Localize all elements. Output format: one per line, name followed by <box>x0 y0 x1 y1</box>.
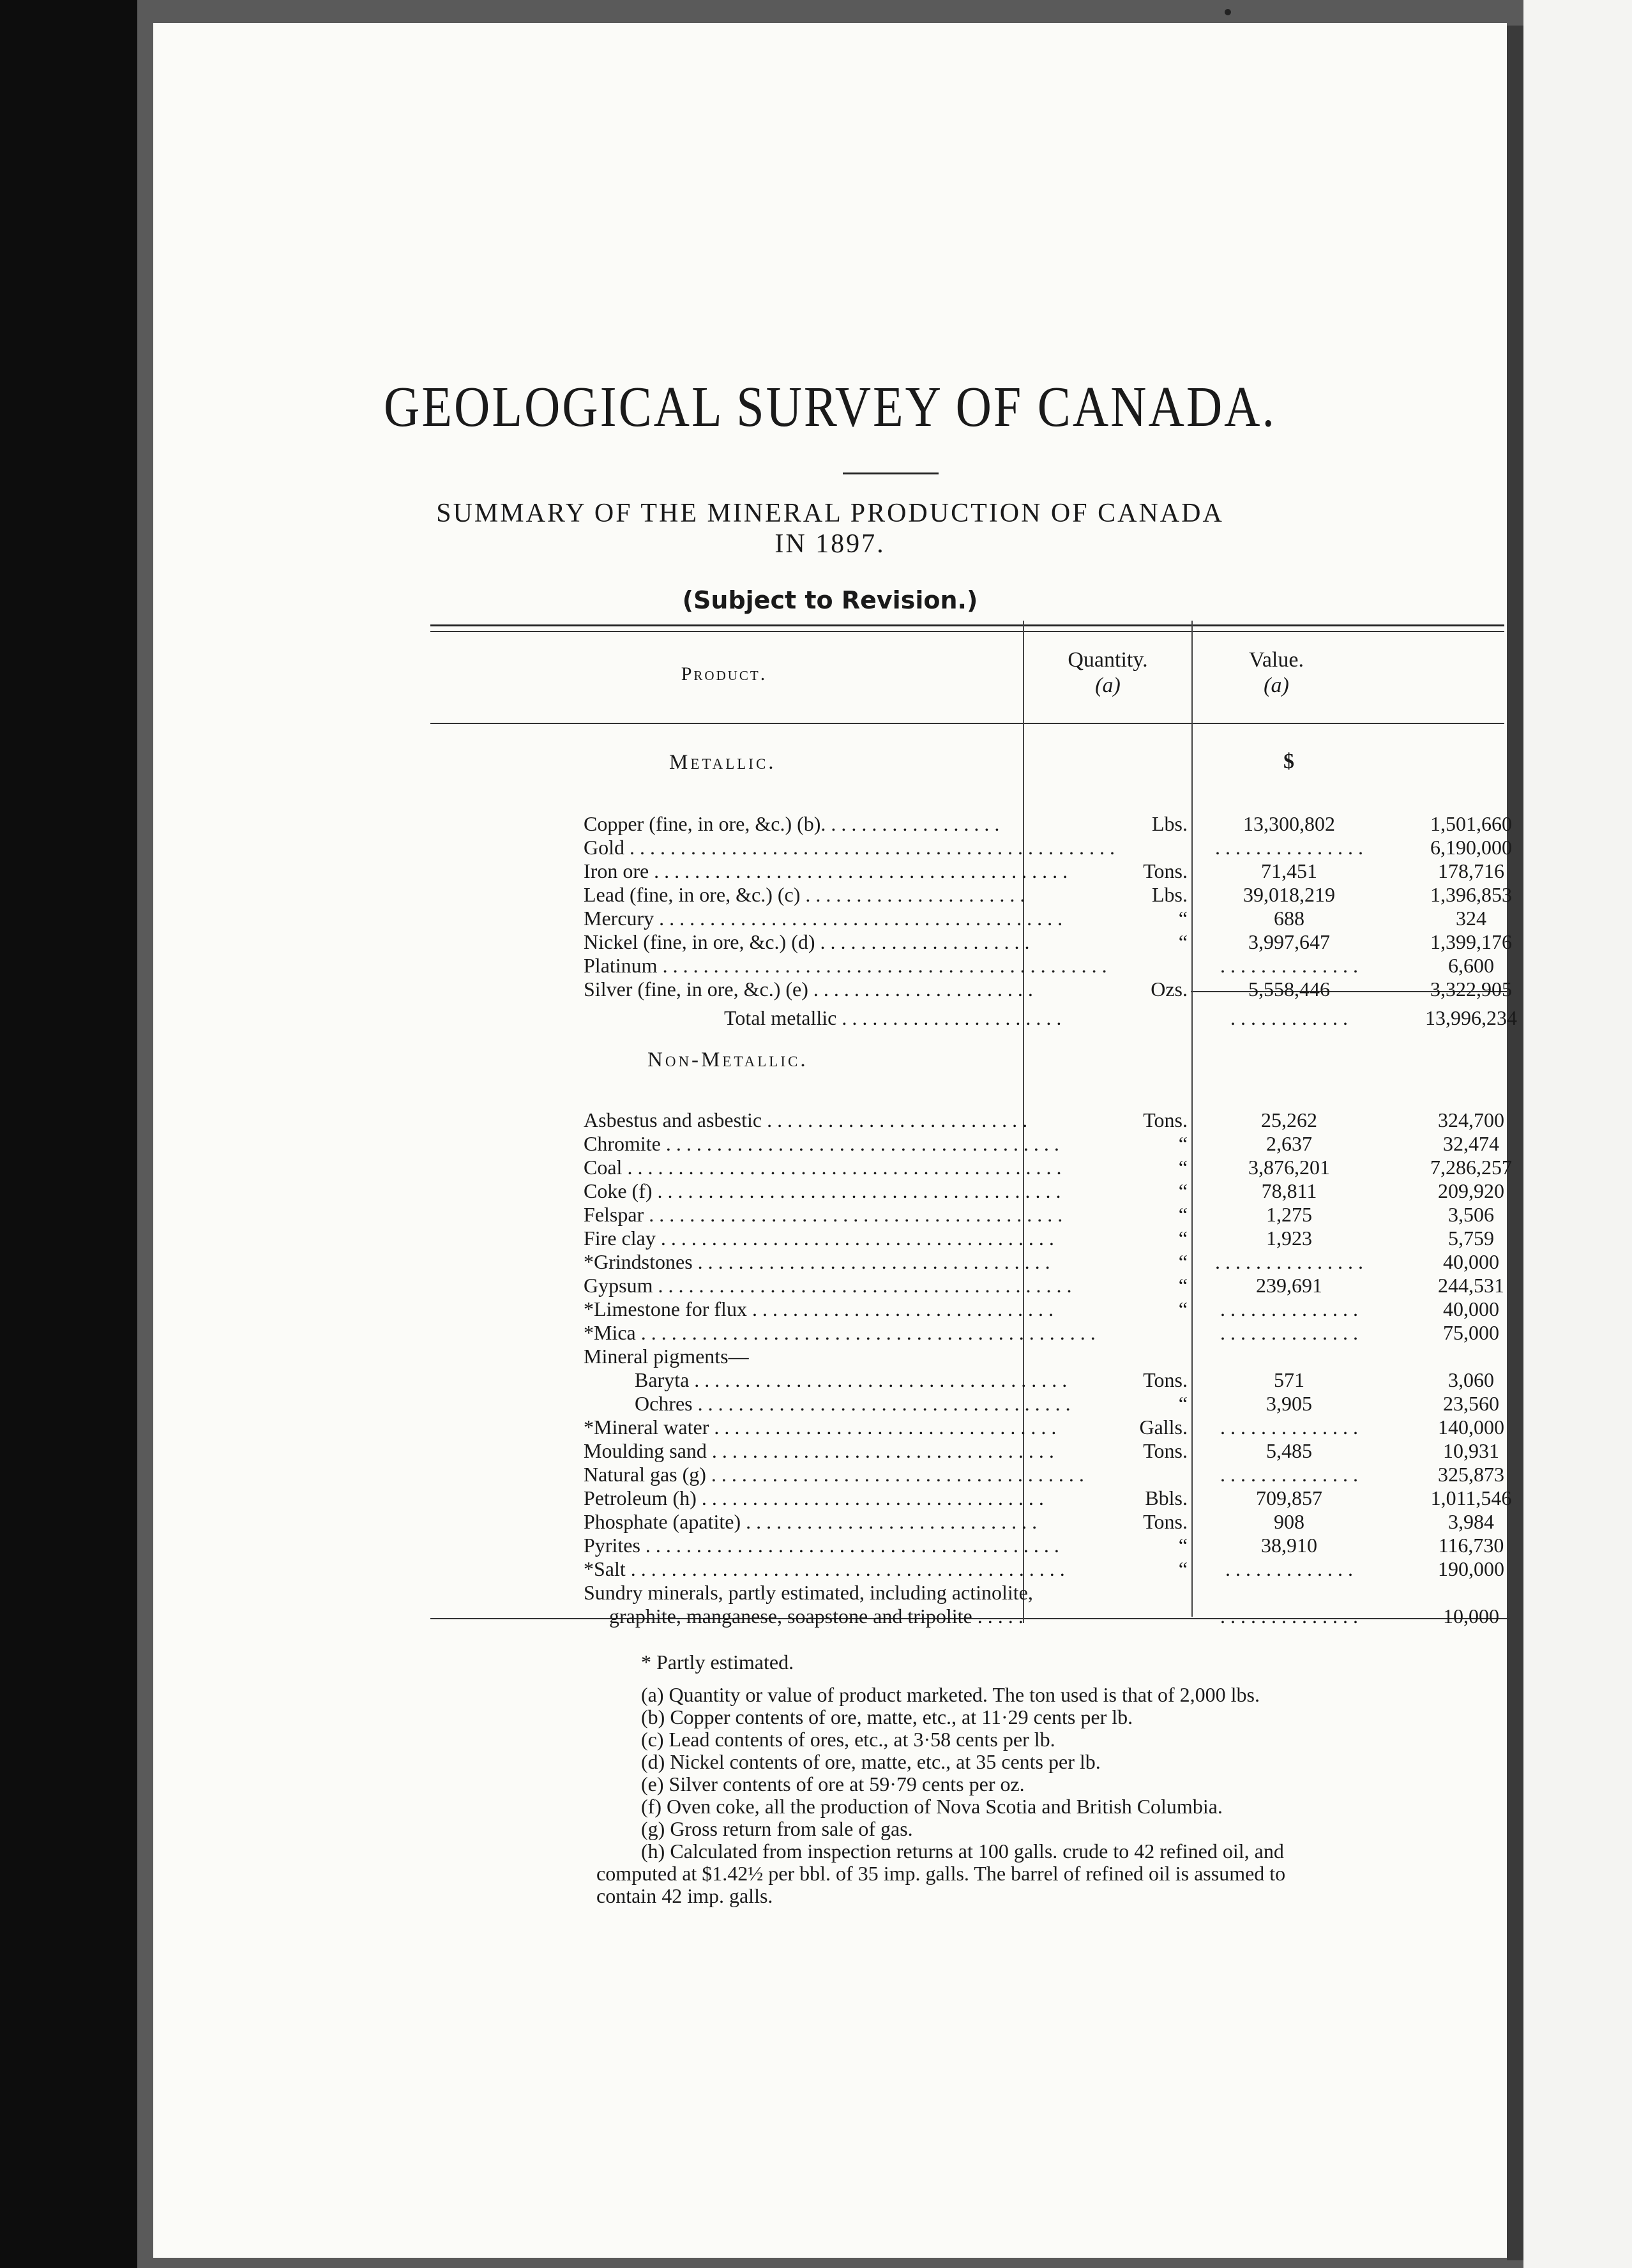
document-title: GEOLOGICAL SURVEY OF CANADA. <box>384 374 1276 439</box>
row-quantity: 5,485 <box>1266 1439 1312 1462</box>
row-unit: Tons. <box>1102 1510 1188 1534</box>
row-unit: Lbs. <box>1102 883 1188 907</box>
table-top-rule-inner <box>430 631 1504 632</box>
table-row <box>584 1605 1509 1628</box>
row-value: 325,873 <box>1438 1463 1504 1486</box>
row-value: 75,000 <box>1443 1321 1499 1344</box>
row-value: 116,730 <box>1438 1534 1504 1557</box>
row-value: 324,700 <box>1438 1108 1504 1131</box>
row-value: 7,286,257 <box>1430 1156 1512 1179</box>
header-quantity-note: (a) <box>1095 674 1121 697</box>
row-product: Moulding sand . . . . . . . . . . . . . . . . . . . . . . . . . . . . . . . . . . <box>584 1439 1054 1462</box>
table-row <box>584 1179 1509 1203</box>
row-value: 23,560 <box>1443 1392 1499 1415</box>
table-row <box>584 1250 1509 1274</box>
row-unit: Tons. <box>1102 1108 1188 1132</box>
table-row <box>584 1297 1509 1321</box>
table-row <box>584 1581 1509 1605</box>
table-row <box>584 1486 1512 1510</box>
table-row <box>584 1132 1509 1156</box>
row-product: Mineral pigments— <box>584 1345 749 1368</box>
table-row <box>584 907 1509 930</box>
table-row <box>584 954 1509 978</box>
header-bottom-rule <box>430 723 1504 724</box>
table-row <box>584 1534 1509 1557</box>
row-value: 10,931 <box>1443 1439 1499 1462</box>
row-value: 3,060 <box>1448 1368 1494 1391</box>
table-row <box>584 812 1512 836</box>
table-row <box>584 1274 1509 1297</box>
document-page <box>153 23 1517 2258</box>
row-product: graphite, manganese, soapstone and tripolite . . . . . <box>609 1605 1024 1628</box>
row-value: 190,000 <box>1438 1557 1504 1580</box>
row-quantity: 25,262 <box>1261 1108 1317 1131</box>
row-unit: “ <box>1102 907 1188 930</box>
row-unit: Tons. <box>1102 859 1188 883</box>
row-quantity: 1,275 <box>1266 1203 1312 1226</box>
header-value-note: (a) <box>1264 674 1289 697</box>
row-product: Lead (fine, in ore, &c.) (c) . . . . . . . . . . . . . . . . . . . . . . <box>584 883 1025 906</box>
row-quantity: . . . . . . . . . . . . . . <box>1220 1605 1358 1628</box>
row-unit: “ <box>1102 1250 1188 1274</box>
row-unit: Galls. <box>1102 1416 1188 1439</box>
row-product: Sundry minerals, partly estimated, including actinolite, <box>584 1581 1033 1604</box>
row-product: Pyrites . . . . . . . . . . . . . . . . . . . . . . . . . . . . . . . . . . . . . . . . . <box>584 1534 1059 1557</box>
row-unit: Tons. <box>1102 1439 1188 1463</box>
row-unit: Lbs. <box>1102 812 1188 836</box>
row-product: Nickel (fine, in ore, &c.) (d) . . . . . . . . . . . . . . . . . . . . . <box>584 930 1030 953</box>
row-quantity: 39,018,219 <box>1243 883 1335 906</box>
row-value: 5,759 <box>1448 1227 1494 1250</box>
table-row <box>584 859 1509 883</box>
row-value: 3,506 <box>1448 1203 1494 1226</box>
row-product: Coke (f) . . . . . . . . . . . . . . . . . . . . . . . . . . . . . . . . . . . . . . . . <box>584 1179 1061 1202</box>
row-quantity: 1,923 <box>1266 1227 1312 1250</box>
row-unit: “ <box>1102 1227 1188 1250</box>
row-product: Gypsum . . . . . . . . . . . . . . . . . . . . . . . . . . . . . . . . . . . . . . . . . <box>584 1274 1072 1297</box>
row-quantity: 2,637 <box>1266 1132 1312 1155</box>
row-product: Natural gas (g) . . . . . . . . . . . . . . . . . . . . . . . . . . . . . . . . . . . . . <box>584 1463 1084 1486</box>
row-unit: Ozs. <box>1102 978 1188 1001</box>
row-product: *Mica . . . . . . . . . . . . . . . . . . . . . . . . . . . . . . . . . . . . . . . . . . . . . <box>584 1321 1096 1344</box>
footnotes <box>596 1651 1529 1907</box>
table-row <box>584 883 1512 907</box>
row-value: 40,000 <box>1443 1297 1499 1320</box>
row-value: 6,190,000 <box>1430 836 1512 859</box>
revision-note: (Subject to Revision.) <box>682 586 978 614</box>
section-heading-metallic: Metallic. <box>669 751 776 774</box>
table-row <box>584 836 1512 859</box>
scan-speck <box>1225 9 1231 15</box>
row-value: 178,716 <box>1438 859 1504 882</box>
footnote-item: (d) Nickel contents of ore, matte, etc., at 35 cents per lb. <box>641 1750 1101 1773</box>
header-value-label: Value. <box>1249 648 1304 672</box>
footnote-item: (g) Gross return from sale of gas. <box>641 1817 913 1840</box>
row-quantity: . . . . . . . . . . . . . . <box>1220 1416 1358 1439</box>
row-unit: “ <box>1102 1132 1188 1156</box>
row-quantity: 78,811 <box>1261 1179 1317 1202</box>
table-row <box>584 1203 1509 1227</box>
row-quantity: 3,876,201 <box>1248 1156 1330 1179</box>
row-value: 1,399,176 <box>1430 930 1512 953</box>
scan-left-border <box>0 0 137 2268</box>
row-quantity: 239,691 <box>1256 1274 1322 1297</box>
row-value: 32,474 <box>1443 1132 1499 1155</box>
row-value: 1,396,853 <box>1430 883 1512 906</box>
table-row <box>584 1368 1509 1392</box>
row-product: Copper (fine, in ore, &c.) (b). . . . . . . . . . . . . . . . . . <box>584 812 1000 835</box>
footnote-item: (a) Quantity or value of product marketed. The ton used is that of 2,000 lbs. <box>641 1683 1260 1706</box>
footnote-item: (b) Copper contents of ore, matte, etc., at 11·29 cents per lb. <box>641 1705 1133 1728</box>
row-quantity: 13,300,802 <box>1243 812 1335 835</box>
header-value <box>1197 647 1356 699</box>
total-metallic-quantity: . . . . . . . . . . . . <box>1230 1006 1348 1029</box>
row-quantity: 3,905 <box>1266 1392 1312 1415</box>
row-unit: “ <box>1102 1534 1188 1557</box>
row-quantity: . . . . . . . . . . . . . . . <box>1215 1250 1363 1273</box>
footnote-list <box>596 1684 1529 1907</box>
row-product: Ochres . . . . . . . . . . . . . . . . . . . . . . . . . . . . . . . . . . . . . <box>635 1392 1071 1415</box>
row-quantity: . . . . . . . . . . . . . . <box>1220 1321 1358 1344</box>
row-quantity: . . . . . . . . . . . . . . <box>1220 1463 1358 1486</box>
table-row <box>584 930 1512 954</box>
header-quantity-label: Quantity. <box>1068 648 1148 672</box>
row-unit: Tons. <box>1102 1368 1188 1392</box>
row-value: 3,984 <box>1448 1510 1494 1533</box>
row-product: Fire clay . . . . . . . . . . . . . . . . . . . . . . . . . . . . . . . . . . . . . . . <box>584 1227 1054 1250</box>
table-top-rule <box>430 624 1504 626</box>
table-row <box>584 1416 1509 1439</box>
table-row <box>584 1345 1509 1368</box>
row-value: 3,322,905 <box>1430 978 1512 1001</box>
row-value: 1,011,546 <box>1430 1486 1512 1509</box>
footnote-item: (h) Calculated from inspection returns at 100 galls. crude to 42 refined oil, and <box>641 1840 1284 1863</box>
row-unit: “ <box>1102 1557 1188 1581</box>
row-value: 6,600 <box>1448 954 1494 977</box>
row-value: 244,531 <box>1438 1274 1504 1297</box>
table-row <box>584 1392 1509 1416</box>
row-product: Asbestus and asbestic . . . . . . . . . . . . . . . . . . . . . . . . . . <box>584 1108 1028 1131</box>
table-row <box>584 1463 1509 1486</box>
row-quantity: 688 <box>1274 907 1304 930</box>
row-product: Gold . . . . . . . . . . . . . . . . . . . . . . . . . . . . . . . . . . . . . . . . . . . . . . . . <box>584 836 1115 859</box>
footnote-item: (c) Lead contents of ores, etc., at 3·58 cents per lb. <box>641 1728 1055 1751</box>
row-quantity: 908 <box>1274 1510 1304 1533</box>
table-row <box>584 1557 1509 1581</box>
row-product: *Grindstones . . . . . . . . . . . . . . . . . . . . . . . . . . . . . . . . . . . <box>584 1250 1050 1273</box>
total-metallic-value: 13,996,234 <box>1425 1006 1517 1029</box>
row-product: Iron ore . . . . . . . . . . . . . . . . . . . . . . . . . . . . . . . . . . . . . . . . . <box>584 859 1068 882</box>
table-row <box>584 1510 1509 1534</box>
row-quantity: 5,558,446 <box>1248 978 1330 1001</box>
header-product: Product. <box>681 663 767 684</box>
row-product: *Limestone for flux . . . . . . . . . . . . . . . . . . . . . . . . . . . . . . <box>584 1297 1054 1320</box>
row-product: *Mineral water . . . . . . . . . . . . . . . . . . . . . . . . . . . . . . . . . . <box>584 1416 1057 1439</box>
footnote-item: (f) Oven coke, all the production of Nova Scotia and British Columbia. <box>641 1795 1223 1818</box>
row-quantity: 571 <box>1274 1368 1304 1391</box>
row-product: Coal . . . . . . . . . . . . . . . . . . . . . . . . . . . . . . . . . . . . . . . . . . . <box>584 1156 1062 1179</box>
section-heading-non-metallic: Non-Metallic. <box>647 1048 808 1071</box>
row-unit: “ <box>1102 1203 1188 1227</box>
row-product: Mercury . . . . . . . . . . . . . . . . . . . . . . . . . . . . . . . . . . . . . . . . <box>584 907 1063 930</box>
row-value: 209,920 <box>1438 1179 1504 1202</box>
row-product: Silver (fine, in ore, &c.) (e) . . . . . . . . . . . . . . . . . . . . . . <box>584 978 1033 1001</box>
table-row <box>584 978 1512 1001</box>
row-quantity: 38,910 <box>1261 1534 1317 1557</box>
row-product: Chromite . . . . . . . . . . . . . . . . . . . . . . . . . . . . . . . . . . . . . . . <box>584 1132 1059 1155</box>
table-row <box>584 1321 1509 1345</box>
header-quantity <box>1028 647 1188 699</box>
row-quantity: . . . . . . . . . . . . . . . <box>1215 836 1363 859</box>
row-product: Phosphate (apatite) . . . . . . . . . . . . . . . . . . . . . . . . . . . . . <box>584 1510 1038 1533</box>
row-unit: “ <box>1102 1156 1188 1179</box>
row-unit: “ <box>1102 930 1188 954</box>
row-value: 40,000 <box>1443 1250 1499 1273</box>
row-quantity: 709,857 <box>1256 1486 1322 1509</box>
row-unit: Bbls. <box>1102 1486 1188 1510</box>
title-divider <box>843 472 939 474</box>
row-product: *Salt . . . . . . . . . . . . . . . . . . . . . . . . . . . . . . . . . . . . . . . . . . . <box>584 1557 1065 1580</box>
document-subtitle <box>153 498 1507 559</box>
total-metallic-label: Total metallic . . . . . . . . . . . . . . . . . . . . . . <box>724 1006 1062 1029</box>
table-row <box>584 1156 1512 1179</box>
row-product: Platinum . . . . . . . . . . . . . . . . . . . . . . . . . . . . . . . . . . . . . . . . . . . . <box>584 954 1107 977</box>
row-value: 324 <box>1456 907 1486 930</box>
footnote-item: (e) Silver contents of ore at 59·79 cents per oz. <box>641 1773 1025 1796</box>
row-quantity: 71,451 <box>1261 859 1317 882</box>
row-quantity: . . . . . . . . . . . . . <box>1225 1557 1353 1580</box>
row-unit: “ <box>1102 1297 1188 1321</box>
row-unit: “ <box>1102 1392 1188 1416</box>
row-product: Felspar . . . . . . . . . . . . . . . . . . . . . . . . . . . . . . . . . . . . . . . . . <box>584 1203 1063 1226</box>
currency-symbol: $ <box>1283 750 1294 773</box>
row-value: 10,000 <box>1443 1605 1499 1628</box>
table-row <box>584 1108 1509 1132</box>
footnote-continuation: computed at $1.42½ per bbl. of 35 imp. galls. The barrel of refined oil is assumed to <box>596 1862 1286 1885</box>
footnote-partly-estimated: * Partly estimated. <box>641 1651 794 1674</box>
row-quantity: . . . . . . . . . . . . . . <box>1220 954 1358 977</box>
row-unit: “ <box>1102 1274 1188 1297</box>
table-row <box>584 1439 1509 1463</box>
row-quantity: 3,997,647 <box>1248 930 1330 953</box>
row-quantity: . . . . . . . . . . . . . . <box>1220 1297 1358 1320</box>
row-value: 140,000 <box>1438 1416 1504 1439</box>
row-value: 1,501,660 <box>1430 812 1512 835</box>
subtitle-line-2: IN 1897. <box>774 529 886 559</box>
subtitle-line-1: SUMMARY OF THE MINERAL PRODUCTION OF CANADA <box>436 499 1224 528</box>
total-metallic-row <box>584 1006 1517 1030</box>
footnote-continuation: contain 42 imp. galls. <box>596 1884 773 1907</box>
row-unit: “ <box>1102 1179 1188 1203</box>
row-product: Petroleum (h) . . . . . . . . . . . . . . . . . . . . . . . . . . . . . . . . . . <box>584 1486 1044 1509</box>
table-row <box>584 1227 1509 1250</box>
row-product: Baryta . . . . . . . . . . . . . . . . . . . . . . . . . . . . . . . . . . . . . <box>635 1368 1068 1391</box>
